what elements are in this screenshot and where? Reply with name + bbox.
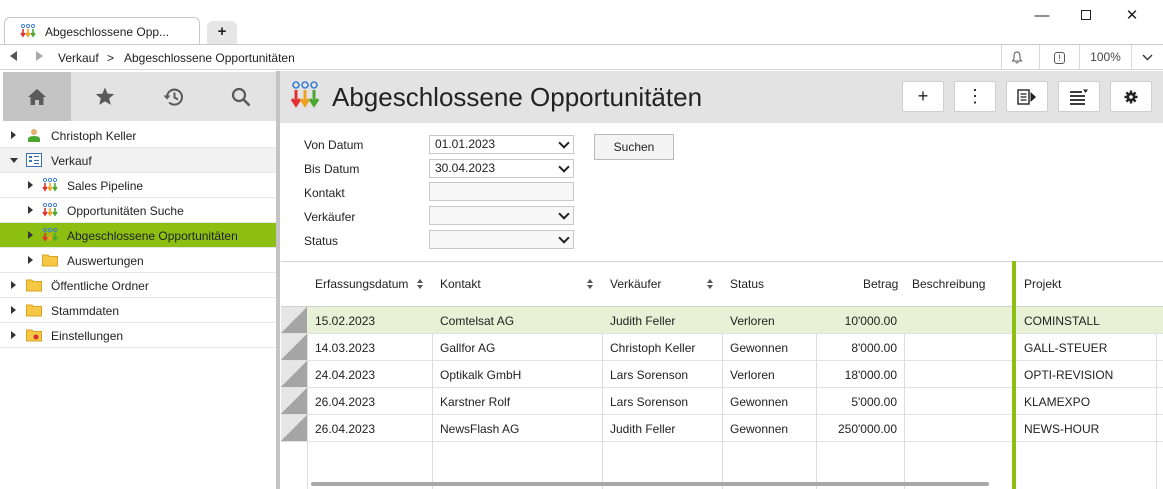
expand-icon[interactable] [28,231,33,239]
cell-kontakt: Karstner Rolf [440,395,511,409]
expand-icon[interactable] [11,331,16,339]
zoom-dropdown[interactable] [1131,45,1163,69]
page-title: Abgeschlossene Opportunitäten [332,82,703,112]
tree-item-sales-pipeline[interactable] [0,173,276,198]
forward-icon[interactable] [36,51,43,61]
cell-projekt: KLAMEXPO [1024,395,1091,409]
sidebar-tabs [3,72,276,121]
main-panel [280,71,1163,489]
row-selector[interactable] [281,307,307,333]
tree-item-label: Auswertungen [67,254,144,268]
breadcrumb-separator: > [107,51,115,65]
von-datum-label: Von Datum [304,138,364,152]
filter-list-button[interactable] [1058,81,1100,112]
close-button[interactable]: ✕ [1125,7,1139,24]
zoom-level: 100% [1079,45,1131,69]
cell-projekt: COMINSTALL [1024,314,1100,328]
tree-item-label: Sales Pipeline [67,179,144,193]
cell-kontakt: NewsFlash AG [440,422,520,436]
tree-item-label: Einstellungen [51,329,124,343]
results-grid [281,261,1163,489]
cell-projekt: OPTI-REVISION [1024,368,1114,382]
cell-datum: 24.04.2023 [315,368,376,382]
cell-kontakt: Comtelsat AG [440,314,515,328]
kontakt-field[interactable] [429,182,574,201]
settings-button[interactable] [1110,81,1152,112]
add-button[interactable]: + [902,81,944,112]
expand-icon[interactable] [11,306,16,314]
tree-item-einstellungen[interactable] [0,323,276,348]
tab-title: Abgeschlossene Opp... [45,25,170,39]
cell-betrag: 10'000.00 [844,314,897,328]
opportunity-icon [20,24,36,38]
cell-betrag: 8'000.00 [851,341,897,355]
new-tab-button[interactable]: + [207,21,237,44]
cell-kontakt: Gallfor AG [440,341,496,355]
minimize-button[interactable]: — [1034,7,1050,24]
maximize-icon [1081,10,1091,20]
expand-icon[interactable] [28,181,33,189]
cell-kontakt: Optikalk GmbH [440,368,522,382]
expand-icon[interactable] [28,206,33,214]
cell-status: Gewonnen [730,341,789,355]
chevron-down-icon[interactable] [555,136,573,153]
tree-item-abgeschlossene-opportunitaeten[interactable] [0,223,276,248]
cell-verkaeufer: Christoph Keller [610,341,696,355]
folder-icon [26,303,42,317]
cell-datum: 14.03.2023 [315,341,376,355]
notifications-button[interactable] [1001,45,1031,69]
column-header-kontakt[interactable]: Kontakt [440,277,481,291]
opportunity-icon [42,203,58,217]
chevron-down-icon[interactable] [555,160,573,177]
table-row[interactable] [281,307,1163,334]
table-row[interactable] [281,334,1163,361]
cell-verkaeufer: Lars Sorenson [610,368,689,382]
tree-item-verkauf[interactable] [0,148,276,173]
cell-projekt: GALL-STEUER [1024,341,1108,355]
column-header-verkaeufer[interactable]: Verkäufer [610,277,662,291]
opportunity-icon [42,178,58,192]
von-datum-value: 01.01.2023 [435,137,496,151]
tree-item-label: Verkauf [51,154,92,168]
bis-datum-value: 30.04.2023 [435,161,496,175]
column-header-projekt[interactable]: Projekt [1024,277,1062,291]
column-header-erfassungsdatum[interactable]: Erfassungsdatum [315,277,409,291]
tree-item-auswertungen[interactable] [0,248,276,273]
tree-item-label: Öffentliche Ordner [51,279,149,293]
table-row[interactable] [281,361,1163,388]
opportunity-icon [289,81,321,109]
cell-verkaeufer: Judith Feller [610,422,676,436]
tree-item-opportunitaeten-suche[interactable] [0,198,276,223]
row-selector[interactable] [281,388,307,414]
expand-icon[interactable] [11,131,16,139]
page-header [280,71,1163,123]
verkaeufer-select[interactable] [429,206,574,225]
chevron-down-icon[interactable] [555,207,573,224]
maximize-button[interactable] [1063,6,1109,26]
tree-item-label: Opportunitäten Suche [67,204,184,218]
verkaeufer-label: Verkäufer [304,210,356,224]
expand-icon[interactable] [28,256,33,264]
search-icon [231,87,251,107]
sales-folder-icon [26,153,42,167]
exclamation-icon: ! [1054,52,1065,64]
more-options-button[interactable]: ⋮ [954,81,996,112]
bell-icon [1011,51,1023,64]
status-select[interactable] [429,230,574,249]
tab-home[interactable] [3,72,71,121]
settings-folder-icon [26,328,42,342]
cell-datum: 26.04.2023 [315,422,376,436]
column-header-beschreibung[interactable]: Beschreibung [912,277,986,291]
export-button[interactable] [1006,81,1048,112]
kontakt-label: Kontakt [304,186,345,200]
tree-item-christoph-keller[interactable] [0,123,276,148]
horizontal-scrollbar[interactable] [311,482,989,486]
tab-history[interactable] [139,72,207,121]
folder-icon [26,278,42,292]
row-selector[interactable] [281,334,307,360]
column-header-status[interactable]: Status [730,277,765,291]
von-datum-field[interactable] [429,135,574,154]
cell-datum: 15.02.2023 [315,314,376,328]
star-icon [95,87,115,106]
info-button[interactable] [1039,45,1079,69]
folder-icon [42,253,58,267]
home-icon [27,88,47,106]
cell-betrag: 250'000.00 [837,422,897,436]
cell-status: Verloren [730,368,775,382]
status-label: Status [304,234,339,248]
cell-datum: 26.04.2023 [315,395,376,409]
tree-item-label: Christoph Keller [51,129,137,143]
sidebar [0,71,276,489]
opportunity-icon [42,228,58,242]
user-icon [26,128,42,142]
cell-status: Gewonnen [730,422,789,436]
tree-item-oeffentliche-ordner[interactable] [0,273,276,298]
tree-item-stammdaten[interactable] [0,298,276,323]
bis-datum-label: Bis Datum [304,162,360,176]
grid-header [281,261,1163,307]
row-selector[interactable] [281,415,307,441]
tab-favorites[interactable] [71,72,139,121]
navigation-tree [0,123,276,348]
frozen-column-divider [1012,261,1016,489]
table-row[interactable] [281,415,1163,442]
breadcrumb-root[interactable]: Verkauf [58,51,99,65]
expand-icon[interactable] [11,281,16,289]
row-selector[interactable] [281,361,307,387]
tree-item-label: Stammdaten [51,304,120,318]
cell-status: Verloren [730,314,775,328]
tab-search[interactable] [207,72,275,121]
filter-list-icon [1069,89,1089,105]
breadcrumb-current: Abgeschlossene Opportunitäten [124,51,295,65]
tree-item-label: Abgeschlossene Opportunitäten [67,229,238,243]
collapse-icon[interactable] [10,158,18,163]
search-button[interactable]: Suchen [594,134,674,160]
cell-betrag: 5'000.00 [851,395,897,409]
export-icon [1017,89,1037,105]
chevron-down-icon[interactable] [555,231,573,248]
cell-verkaeufer: Lars Sorenson [610,395,689,409]
cell-betrag: 18'000.00 [844,368,897,382]
cell-projekt: NEWS-HOUR [1024,422,1100,436]
address-bar [0,44,1163,70]
back-icon[interactable] [10,51,17,61]
cell-verkaeufer: Judith Feller [610,314,676,328]
table-row[interactable] [281,388,1163,415]
chevron-down-icon [1142,54,1153,61]
cell-status: Gewonnen [730,395,789,409]
bis-datum-field[interactable] [429,159,574,178]
gear-icon [1124,90,1138,104]
browser-tab[interactable] [4,17,200,44]
column-header-betrag[interactable]: Betrag [863,277,899,291]
history-icon [162,87,184,107]
